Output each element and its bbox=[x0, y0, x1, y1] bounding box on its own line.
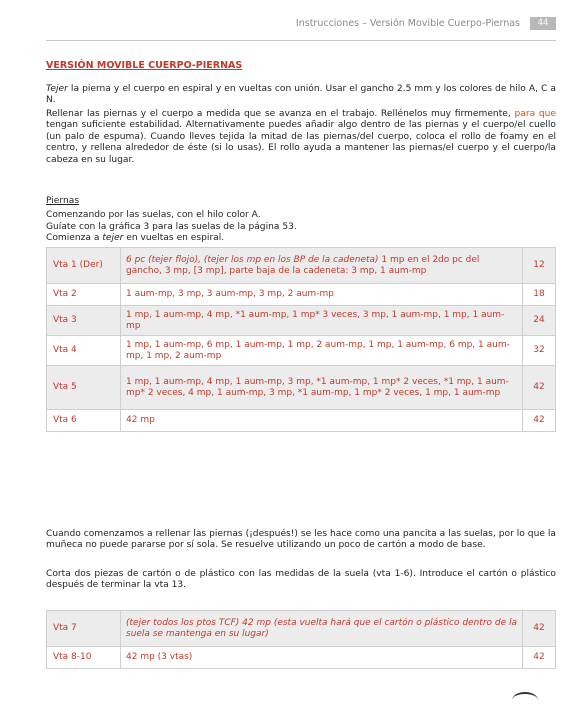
piernas-line-2: Guíate con la gráfica 3 para las suelas de la página 53. bbox=[46, 221, 297, 232]
stitch-count: 18 bbox=[523, 284, 556, 306]
round-instructions bbox=[121, 611, 523, 647]
piernas-line-3 bbox=[46, 233, 556, 244]
instructions-text: 42 mp bbox=[126, 415, 155, 425]
intro-p1-italic: Tejer bbox=[46, 84, 68, 94]
round-label: Vta 2 bbox=[47, 284, 121, 306]
stitch-count: 12 bbox=[523, 248, 556, 284]
instructions-text: 1 aum-mp, 3 mp, 3 aum-mp, 3 mp, 2 aum-mp bbox=[126, 289, 334, 299]
table-row bbox=[47, 366, 556, 410]
piernas-section bbox=[46, 196, 556, 245]
round-label: Vta 8-10 bbox=[47, 647, 121, 669]
round-instructions bbox=[121, 366, 523, 410]
after-paragraph-2: Corta dos piezas de cartón o de plástico con las medidas de la suela (vta 1-6). Introduce el cartón o plástico después de terminar la vta 13. bbox=[46, 569, 556, 591]
stitch-count: 42 bbox=[523, 410, 556, 432]
stitch-count: 32 bbox=[523, 336, 556, 366]
table-row bbox=[47, 336, 556, 366]
piernas-l3-a: Comienza a bbox=[46, 233, 103, 244]
round-label: Vta 1 (Der) bbox=[47, 248, 121, 284]
section-title: VERSIÓN MOVIBLE CUERPO-PIERNAS bbox=[46, 60, 243, 71]
round-label: Vta 4 bbox=[47, 336, 121, 366]
table-row bbox=[47, 611, 556, 647]
intro-p2-text-c: tengan suficiente estabilidad. Alternativamente puedes añadir algo dentro de las piernas y el cuerpo/el cuello (un palo de espuma). Cuando lleves tejida la mitad de las piernas/del cuerpo, coloca el rollo de foamy en el centro, y rellena alrededor de éste (si lo usas). El rollo ayuda a mantener las piernas/el cuerpo y el cuerpo/la cabeza en su lugar. bbox=[46, 120, 556, 165]
round-instructions bbox=[121, 284, 523, 306]
instructions-italic: (tejer todos los ptos TCF) 42 mp (esta vuelta hará que el cartón o plástico dentro de la suela se mantenga en su lugar) bbox=[126, 617, 518, 639]
page-number: 44 bbox=[530, 17, 556, 30]
round-instructions bbox=[121, 410, 523, 432]
pattern-table-2 bbox=[46, 610, 556, 669]
instructions-text: 1 mp en el 2do pc del gancho, 3 mp, [3 mp], parte baja de la cadeneta: 3 mp, 1 aum-mp bbox=[126, 254, 480, 276]
page-curl-decoration bbox=[512, 692, 538, 708]
intro-p2-highlight: para que bbox=[514, 109, 556, 119]
piernas-line-1: Comenzando por las suelas, con el hilo color A. bbox=[46, 210, 261, 221]
piernas-l3-b: tejer bbox=[102, 233, 124, 244]
instructions-text: 1 mp, 1 aum-mp, 4 mp, 1 aum-mp, 3 mp, *1 aum-mp, 1 mp* 2 veces, *1 mp, 1 aum-mp* 2 veces, 4 mp, 1 aum-mp, 3 mp, *1 aum-mp, 1 mp* 2 veces, 1 mp, 1 aum-mp bbox=[126, 376, 509, 398]
header-rule bbox=[46, 40, 556, 41]
pattern-table-1 bbox=[46, 247, 556, 432]
round-instructions bbox=[121, 647, 523, 669]
stitch-count: 42 bbox=[523, 366, 556, 410]
round-instructions bbox=[121, 306, 523, 336]
round-label: Vta 6 bbox=[47, 410, 121, 432]
piernas-l3-c: en vueltas en espiral. bbox=[123, 233, 225, 244]
round-label: Vta 5 bbox=[47, 366, 121, 410]
intro-paragraph-2 bbox=[46, 109, 556, 166]
intro-p1-text: la pierna y el cuerpo en espiral y en vueltas con unión. Usar el gancho 2.5 mm y los colores de hilo A, C a N. bbox=[46, 84, 556, 106]
stitch-count: 24 bbox=[523, 306, 556, 336]
table-row bbox=[47, 284, 556, 306]
table-row bbox=[47, 647, 556, 669]
piernas-heading: Piernas bbox=[46, 196, 80, 206]
table-row bbox=[47, 306, 556, 336]
after-paragraph-1: Cuando comenzamos a rellenar las piernas (¡después!) se les hace como una pancita a las suelas, por lo que la muñeca no puede pararse por sí sola. Se resuelve utilizando un poco de cartón a modo de base. bbox=[46, 529, 556, 551]
table-row bbox=[47, 410, 556, 432]
round-instructions bbox=[121, 336, 523, 366]
instructions-text: 1 mp, 1 aum-mp, 4 mp, *1 aum-mp, 1 mp* 3 veces, 3 mp, 1 aum-mp, 1 mp, 1 aum-mp bbox=[126, 309, 505, 331]
header-title: Instrucciones – Versión Movible Cuerpo-Piernas bbox=[295, 17, 520, 29]
table-row bbox=[47, 248, 556, 284]
page-header bbox=[296, 16, 556, 30]
intro-p2-text-a: Rellenar las piernas y el cuerpo a medida que se avanza en el trabajo. Rellénelos muy firmemente, bbox=[46, 109, 515, 119]
stitch-count: 42 bbox=[523, 611, 556, 647]
round-label: Vta 7 bbox=[47, 611, 121, 647]
stitch-count: 42 bbox=[523, 647, 556, 669]
round-label: Vta 3 bbox=[47, 306, 121, 336]
instructions-italic: 6 pc (tejer flojo), (tejer los mp en los BP de la cadeneta) bbox=[126, 254, 379, 265]
intro-paragraph-1 bbox=[46, 84, 556, 107]
round-instructions bbox=[121, 248, 523, 284]
instructions-text: 1 mp, 1 aum-mp, 6 mp, 1 aum-mp, 1 mp, 2 aum-mp, 1 mp, 1 aum-mp, 6 mp, 1 aum-mp, 1 mp, 2 aum-mp bbox=[126, 339, 510, 361]
instructions-text: 42 mp (3 vtas) bbox=[126, 652, 193, 662]
